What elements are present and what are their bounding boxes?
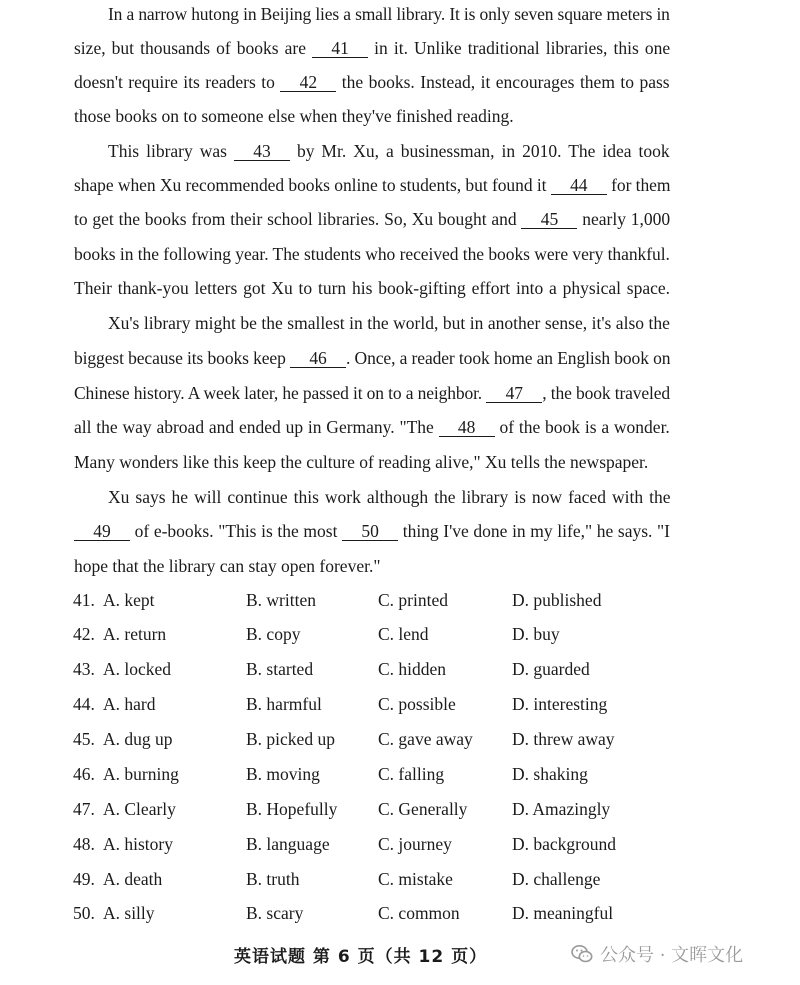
option-d: D. guarded [512, 659, 590, 679]
option-a: A. kept [103, 590, 155, 610]
passage-text: Xu says he will continue this work although the library is now faced with the [108, 487, 671, 507]
option-b: B. moving [246, 764, 320, 784]
question-number: 44. [73, 694, 95, 714]
question-number: 46. [73, 764, 95, 784]
wechat-icon [570, 942, 594, 966]
option-a: A. hard [103, 694, 156, 714]
option-d: D. shaking [512, 764, 588, 784]
watermark [570, 941, 743, 967]
passage-line [74, 520, 670, 542]
passage-line [74, 555, 380, 577]
question-number: 42. [73, 624, 95, 644]
passage-line [74, 37, 670, 59]
blank-49: 49 [74, 523, 130, 541]
question-number: 47. [73, 799, 95, 819]
question-number: 50. [73, 903, 95, 923]
question-number: 41. [73, 590, 95, 610]
blank-46: 46 [290, 350, 346, 368]
passage-text: all the way abroad and ended up in Germany. "The [74, 417, 439, 437]
page-footer: 英语试题 第 6 页（共 12 页） [234, 947, 488, 967]
passage-line [108, 312, 670, 334]
option-d: D. challenge [512, 869, 601, 889]
option-a: A. silly [103, 903, 155, 923]
passage-text: . Once, a reader took home an English book on [346, 348, 671, 368]
option-b: B. started [246, 659, 314, 679]
option-a: A. Clearly [103, 799, 176, 819]
option-b: B. truth [246, 869, 300, 889]
option-c: C. common [378, 903, 460, 923]
blank-43: 43 [234, 143, 290, 161]
option-c: C. possible [378, 694, 456, 714]
option-a: A. locked [103, 659, 172, 679]
passage-text: for them [606, 175, 671, 195]
option-c: C. printed [378, 590, 448, 610]
option-c: C. gave away [378, 729, 473, 749]
passage-line [74, 71, 670, 93]
passage-text: hope that the library can stay open forever." [74, 556, 381, 576]
option-d: D. Amazingly [512, 799, 611, 819]
passage-text: those books on to someone else when they've finished reading. [74, 106, 514, 126]
option-b: B. written [246, 590, 316, 610]
passage-line [74, 347, 670, 369]
option-c: C. journey [378, 834, 452, 854]
passage-line [74, 208, 670, 230]
option-d: D. threw away [512, 729, 615, 749]
passage-line [74, 277, 670, 299]
option-d: D. buy [512, 624, 560, 644]
option-c: C. mistake [378, 869, 453, 889]
option-a: A. return [103, 624, 167, 644]
option-d: D. background [512, 834, 617, 854]
blank-45: 45 [521, 211, 577, 229]
blank-50: 50 [342, 523, 398, 541]
passage-text: of the book is a wonder. [494, 417, 670, 437]
option-b: B. language [246, 834, 330, 854]
question-number: 45. [73, 729, 95, 749]
option-a: A. burning [103, 764, 179, 784]
option-b: B. Hopefully [246, 799, 338, 819]
option-b: B. copy [246, 624, 301, 644]
question-number: 48. [73, 834, 95, 854]
watermark-text: 公众号 · 文晖文化 [600, 945, 744, 966]
question-number: 43. [73, 659, 95, 679]
question-number: 49. [73, 869, 95, 889]
passage-text: Chinese history. A week later, he passed it on to a neighbor. [74, 383, 487, 403]
passage-text: In a narrow hutong in Beijing lies a small library. It is only seven square meters in [108, 4, 670, 24]
passage-text: by Mr. Xu, a businessman, in 2010. The idea took [289, 141, 670, 161]
blank-44: 44 [551, 177, 607, 195]
option-c: C. lend [378, 624, 429, 644]
option-d: D. interesting [512, 694, 608, 714]
option-b: B. scary [246, 903, 304, 923]
option-b: B. picked up [246, 729, 335, 749]
passage-line [74, 243, 670, 265]
option-c: C. hidden [378, 659, 447, 679]
blank-48: 48 [439, 419, 495, 437]
option-a: A. dug up [103, 729, 173, 749]
passage-text: , the book traveled [542, 383, 671, 403]
option-c: C. falling [378, 764, 445, 784]
option-d: D. meaningful [512, 903, 614, 923]
passage-text: books in the following year. The students who received the books were very thankful. [74, 244, 670, 264]
passage-text: nearly 1,000 [577, 209, 671, 229]
passage-text: size, but thousands of books are [74, 38, 313, 58]
blank-47: 47 [486, 385, 542, 403]
passage-text: in it. Unlike traditional libraries, this one [368, 38, 671, 58]
passage-line [74, 416, 670, 438]
option-a: A. history [103, 834, 173, 854]
passage-line [74, 451, 648, 473]
option-b: B. harmful [246, 694, 322, 714]
passage-text: to get the books from their school libraries. So, Xu bought and [74, 209, 522, 229]
passage-line [108, 486, 670, 508]
blank-41: 41 [312, 40, 368, 58]
option-c: C. Generally [378, 799, 468, 819]
passage-line [74, 382, 670, 404]
option-a: A. death [103, 869, 163, 889]
passage-line [108, 3, 670, 25]
passage-text: the books. Instead, it encourages them to pass [336, 72, 670, 92]
passage-text: doesn't require its readers to [74, 72, 281, 92]
passage-text: Many wonders like this keep the culture of reading alive," Xu tells the newspaper. [74, 452, 649, 472]
passage-text: Their thank-you letters got Xu to turn his book-gifting effort into a physical space. [74, 278, 671, 298]
passage-text: of e-books. "This is the most [130, 521, 343, 541]
passage-text: Xu's library might be the smallest in the world, but in another sense, it's also the [108, 313, 670, 333]
blank-42: 42 [280, 74, 336, 92]
passage-line [108, 140, 670, 162]
passage-text: biggest because its books keep [74, 348, 291, 368]
passage-line [74, 174, 670, 196]
option-d: D. published [512, 590, 602, 610]
passage-text: shape when Xu recommended books online to students, but found it [74, 175, 551, 195]
passage-text: This library was [108, 141, 234, 161]
passage-line [74, 105, 514, 127]
passage-text: thing I've done in my life," he says. "I [398, 521, 671, 541]
